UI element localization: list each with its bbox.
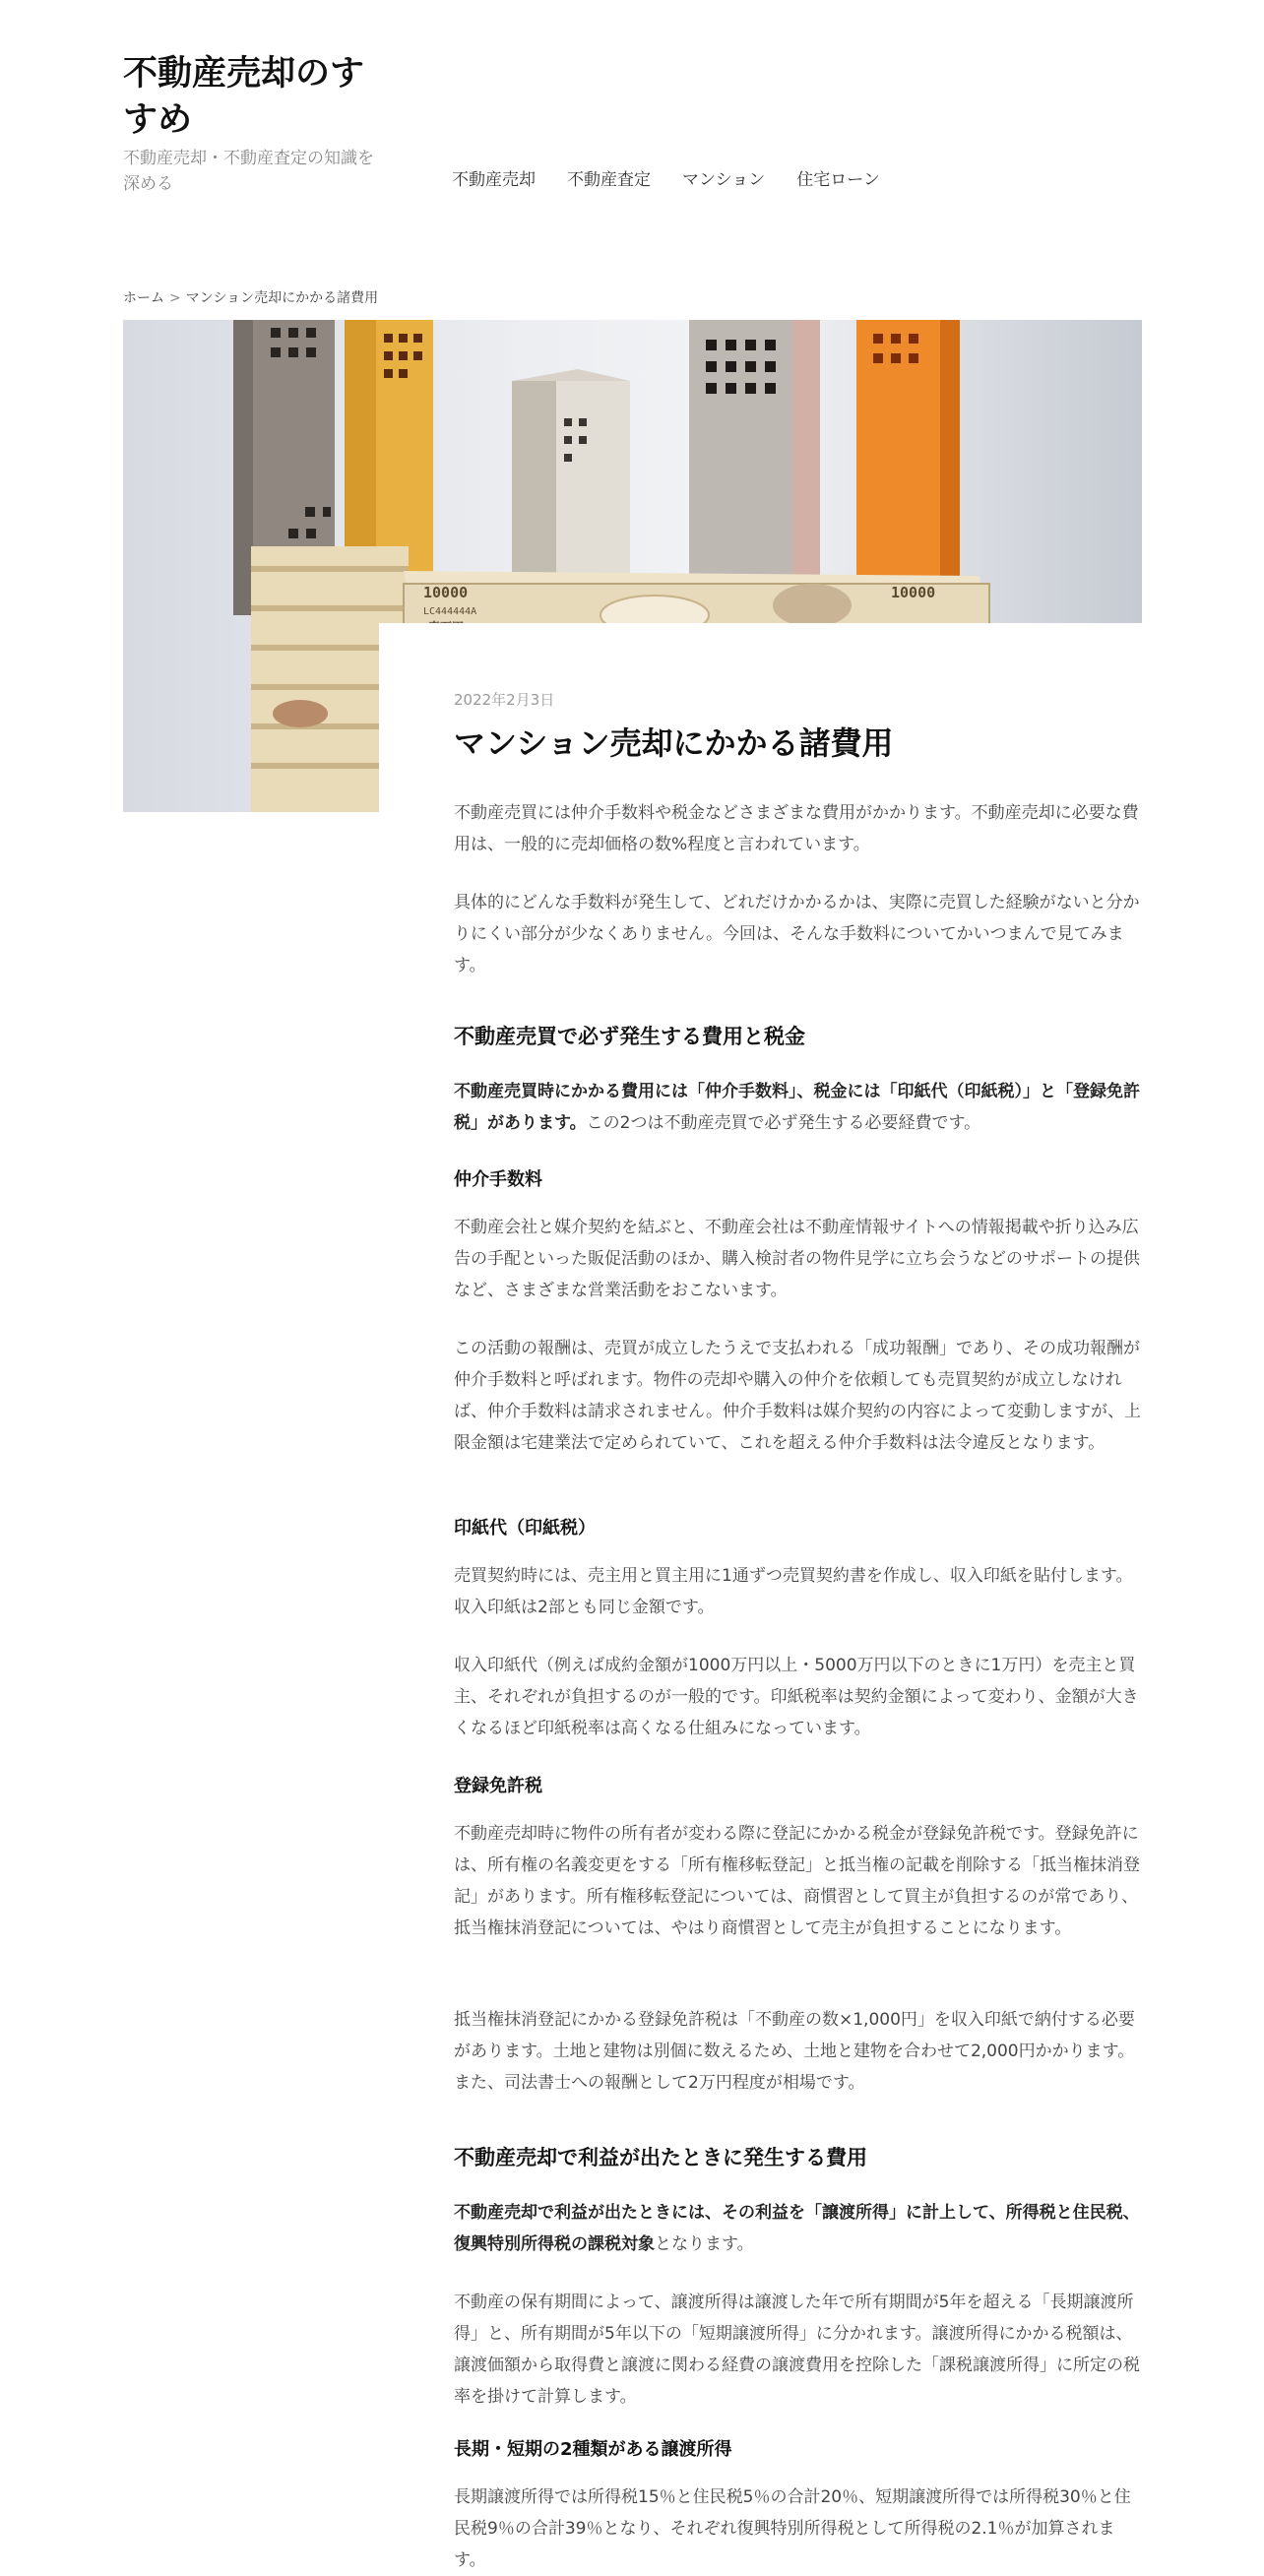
main-nav [452,165,880,190]
banknote-label-right: 10000 [891,584,936,601]
intro-paragraph-2: 具体的にどんな手数料が発生して、どれだけかかるかは、実際に売買した経験がないと分かりにくい部分が少なくありません。今回は、そんな手数料についてかいつまんで見てみます。 [454,893,1140,975]
section-lead-costs [454,1076,1143,1139]
registration-paragraph-2: 抵当権抹消登記にかかる登録免許税は「不動産の数×1,000円」を収入印紙で納付する必要があります。土地と建物は別個に数えるため、土地と建物を合わせて2,000円かかります。また、司法書士への報酬として2万円程度が相場です。 [454,2010,1135,2093]
brokerage-paragraph-1: 不動産会社と媒介契約を結ぶと、不動産会社は不動産情報サイトへの情報掲載や折り込み広告の手配といった販促活動のほか、購入検討者の物件見学に立ち会うなどのサポートの提供など、さまざまな営業活動をおこないます。 [454,1218,1140,1300]
section-heading-profit: 不動産売却で利益が出たときに発生する費用 [454,2146,867,2169]
registration-paragraph-1: 不動産売却時に物件の所有者が変わる際に登記にかかる税金が登録免許税です。登録免許には、所有権の名義変更をする「所有権移転登記」と抵当権の記載を削除する「抵当権抹消登記」があります。所有権移転登記については、商慣習として買主が負担するのが常であり、抵当権抹消登記については、やはり商慣習として売主が負担することになります。 [454,1824,1140,1938]
subheading-registration-tax: 登録免許税 [454,1776,542,1796]
banknote-label: 10000 [423,584,469,601]
nav-item-sell[interactable]: 不動産売却 [452,170,536,190]
building-light-gray-right [689,320,820,615]
nav-item-appraisal[interactable]: 不動産査定 [567,170,651,190]
subheading-brokerage-fee: 仲介手数料 [454,1169,542,1190]
subheading-capital-gains: 長期・短期の2種類がある譲渡所得 [454,2439,732,2460]
brokerage-paragraph-2: この活動の報酬は、売買が成立したうえで支払われる「成功報酬」であり、その成功報酬が仲介手数料と呼ばれます。物件の売却や購入の仲介を依頼しても売買契約が成立しなければ、仲介手数料は請求されません。仲介手数料は媒介契約の内容によって変動しますが、上限金額は宅建業法で定められていて、これを超える仲介手数料は法令違反となります。 [454,1339,1142,1453]
lead-bold: 不動産売買時にかかる費用には「仲介手数料」、税金には「印紙代（印紙税）」と「登録免許税」があります。 [454,1082,1140,1133]
intro-paragraph-1: 不動産売買には仲介手数料や税金などさまざまな費用がかかります。不動産売却に必要な費用は、一般的に売却価格の数%程度と言われています。 [454,803,1139,854]
site-description: 不動産売却・不動産査定の知識を深める [123,149,374,194]
post-date: 2022年2月3日 [454,691,555,709]
breadcrumb-home-link[interactable]: ホーム [123,290,164,306]
profit-lead-rest: となります。 [655,2234,754,2254]
site-header [0,0,1264,276]
profit-paragraph-1: 不動産の保有期間によって、譲渡所得は譲渡した年で所有期間が5年を超える「長期譲渡所得」と、所有期間が5年以下の「短期譲渡所得」に分かれます。譲渡所得にかかる税額は、譲渡価額から取得費と譲渡に関わる経費の譲渡費用を控除した「課税譲渡所得」に所定の税率を掛けて計算します。 [454,2293,1140,2407]
section-heading-costs: 不動産売買で必ず発生する費用と税金 [454,1025,805,1048]
building-yellow [345,320,433,581]
building-orange [856,320,960,605]
nav-item-mansion[interactable]: マンション [682,170,766,190]
article-title: マンション売却にかかる諸費用 [454,724,894,762]
building-beige-center [512,369,630,605]
stamp-paragraph-1: 売買契約時には、売主用と買主用に1通ずつ売買契約書を作成し、収入印紙を貼付します。収入印紙は2部とも同じ金額です。 [454,1566,1133,1617]
stamp-paragraph-2: 収入印紙代（例えば成約金額が1000万円以上・5000万円以下のときに1万円）を売主と買主、それぞれが負担するのが一般的です。印紙税率は契約金額によって変わり、金額が大きくなるほど印紙税率は高くなる仕組みになっています。 [454,1656,1139,1738]
breadcrumb-separator: > [169,290,181,306]
nav-item-loan[interactable]: 住宅ローン [796,170,880,190]
capital-gains-paragraph-1: 長期譲渡所得では所得税15％と住民税5％の合計20％、短期譲渡所得では所得税30％と住民税9％の合計39％となり、それぞれ復興特別所得税として所得税の2.1％が加算されます。 [454,2487,1131,2570]
section-lead-profit [454,2197,1143,2260]
article [379,623,1196,2570]
site-title[interactable]: 不動産売却のすすめ [123,54,365,140]
banknote-serial: LC444444A [423,606,477,617]
profit-lead-bold: 不動産売却で利益が出たときには、その利益を「譲渡所得」に計上して、所得税と住民税、復興特別所得税の課税対象 [454,2203,1140,2254]
breadcrumb-current: マンション売却にかかる諸費用 [185,290,379,306]
lead-rest: この2つは不動産売買で必ず発生する必要経費です。 [586,1113,981,1133]
subheading-stamp-duty: 印紙代（印紙税） [454,1518,596,1539]
breadcrumb [123,287,378,307]
